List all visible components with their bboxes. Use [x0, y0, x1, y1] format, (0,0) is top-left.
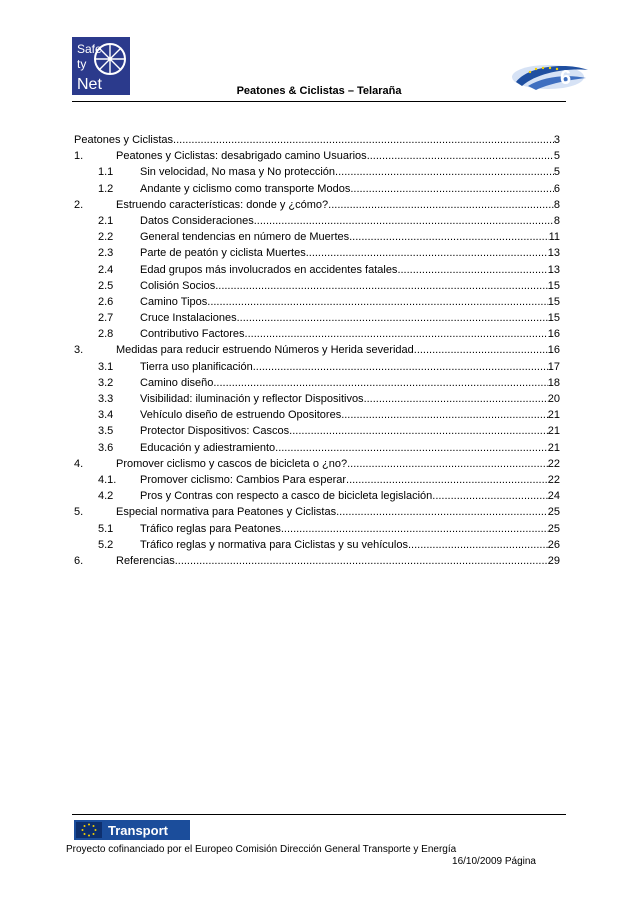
toc-entry-number: 3.3 [98, 393, 114, 405]
header-divider [72, 101, 566, 102]
toc-entry-number: 2.4 [98, 263, 114, 276]
toc-dot-leader [245, 326, 548, 342]
toc-entry-page: 8 [553, 214, 560, 227]
toc-entry[interactable] [74, 132, 560, 148]
table-of-contents [74, 132, 560, 569]
logo-text-line-3: Net [77, 76, 102, 93]
toc-entry-page: 20 [547, 393, 560, 405]
toc-dot-leader [237, 310, 548, 326]
toc-entry[interactable] [74, 537, 560, 553]
toc-entry-page: 29 [547, 554, 560, 567]
toc-entry[interactable] [74, 229, 560, 245]
toc-entry-number: 2.3 [98, 247, 114, 260]
toc-entry[interactable] [74, 213, 560, 229]
toc-entry-number: 4.2 [98, 490, 114, 503]
toc-entry-title: Vehículo diseño de estruendo Opositores. [140, 409, 345, 422]
toc-dot-leader [432, 488, 547, 504]
toc-entry-title: Colisión Socios [140, 279, 216, 292]
toc-entry-title: Parte de peatón y ciclista Muertes [140, 247, 306, 260]
toc-entry-page: 22 [547, 457, 560, 470]
toc-entry-title: Promover ciclismo y cascos de bicicleta o ¿no? [116, 457, 348, 470]
toc-entry[interactable] [74, 456, 560, 472]
toc-entry[interactable] [74, 326, 560, 342]
toc-entry-number: 3.5 [98, 425, 114, 438]
toc-dot-leader [344, 407, 548, 423]
toc-entry-number: 2.5 [98, 279, 114, 292]
footer-divider [72, 814, 566, 815]
toc-entry-number: 2.2 [98, 231, 114, 244]
page-header-title: Peatones & Ciclistas – Telaraña [236, 85, 402, 97]
toc-dot-leader [397, 262, 547, 278]
toc-dot-leader [335, 164, 554, 180]
toc-entry-number: 3.2 [98, 376, 114, 389]
toc-entry[interactable] [74, 164, 560, 180]
toc-dot-leader [328, 197, 554, 213]
toc-entry[interactable] [74, 278, 560, 294]
toc-entry[interactable] [74, 245, 560, 261]
toc-entry-title: Cruce Instalaciones [140, 312, 237, 325]
toc-dot-leader [207, 294, 547, 310]
toc-dot-leader [175, 553, 548, 569]
toc-dot-leader [306, 245, 548, 261]
toc-entry-title: Andante y ciclismo como transporte Modos [140, 182, 351, 195]
toc-entry[interactable] [74, 521, 560, 537]
toc-entry-number: 2. [74, 198, 84, 211]
toc-entry[interactable] [74, 197, 560, 213]
toc-entry-number: 3. [74, 344, 84, 357]
toc-entry[interactable] [74, 488, 560, 504]
toc-entry-title: Referencias [116, 554, 175, 567]
footer-date-page: 16/10/2009 Página [452, 856, 536, 867]
toc-entry-number: 4. [74, 457, 84, 470]
toc-entry-number: 2.7 [98, 312, 114, 325]
toc-entry[interactable] [74, 262, 560, 278]
toc-entry[interactable] [74, 440, 560, 456]
toc-entry-page: 15 [547, 295, 560, 308]
toc-entry-title: Especial normativa para Peatones y Ciclistas [116, 506, 337, 519]
toc-dot-leader [336, 504, 548, 520]
logo-text-line-2: ty [77, 57, 87, 71]
svg-text:6: 6 [560, 67, 572, 89]
toc-entry-page: 18 [547, 376, 560, 389]
toc-entry-page: 26 [547, 538, 560, 551]
toc-entry[interactable] [74, 407, 560, 423]
toc-entry-page: 16 [547, 344, 560, 357]
toc-entry-page: 15 [547, 312, 560, 325]
toc-entry-number: 4.1. [98, 473, 117, 486]
toc-entry-number: 1.2 [98, 182, 114, 195]
toc-entry-page: 17 [547, 360, 560, 373]
toc-entry-page: 21 [547, 441, 560, 454]
toc-entry-title: Educación y adiestramiento [140, 441, 276, 454]
toc-entry[interactable] [74, 472, 560, 488]
toc-entry-title: Camino Tipos [140, 295, 208, 308]
toc-dot-leader [414, 342, 548, 358]
toc-entry-page: 13 [547, 263, 560, 276]
toc-entry-title: Tráfico reglas y normativa para Ciclistas y su vehículos [140, 538, 408, 551]
toc-entry[interactable] [74, 294, 560, 310]
toc-entry-page: 6 [553, 182, 560, 195]
toc-entry-number: 2.6 [98, 295, 114, 308]
toc-entry[interactable] [74, 342, 560, 358]
toc-entry[interactable] [74, 504, 560, 520]
toc-entry-title: Pros y Contras con respecto a casco de bicicleta legislación [140, 490, 433, 503]
toc-entry-page: 21 [547, 409, 560, 422]
toc-dot-leader [408, 537, 548, 553]
toc-entry-number: 6. [74, 554, 84, 567]
toc-dot-leader [215, 278, 548, 294]
toc-entry-title: Estruendo características: donde y ¿cómo? [116, 198, 329, 211]
toc-entry[interactable] [74, 359, 560, 375]
toc-dot-leader [173, 132, 554, 148]
toc-entry-page: 11 [548, 231, 560, 244]
toc-dot-leader [350, 181, 554, 197]
logo-text-line-1: Safe [77, 42, 102, 56]
toc-entry-number: 1. [74, 150, 84, 163]
toc-dot-leader [364, 391, 548, 407]
toc-dot-leader [253, 359, 548, 375]
toc-entry-number: 3.4 [98, 409, 114, 422]
toc-entry-page: 21 [547, 425, 560, 438]
toc-entry-page: 25 [547, 522, 560, 535]
toc-entry-title: Medidas para reducir estruendo Números y Herida severidad [116, 344, 414, 357]
toc-entry-page: 25 [547, 506, 560, 519]
toc-dot-leader [289, 423, 548, 439]
toc-dot-leader [275, 440, 548, 456]
toc-entry[interactable] [74, 375, 560, 391]
toc-dot-leader [281, 521, 548, 537]
toc-entry-number: 3.6 [98, 441, 114, 454]
transport-logo-text: Transport [108, 823, 168, 838]
toc-entry-page: 24 [547, 490, 560, 503]
toc-dot-leader [213, 375, 547, 391]
toc-entry-title: Peatones y Ciclistas: desabrigado camino Usuarios [116, 150, 367, 163]
toc-entry-title: Sin velocidad, No masa y No protección [140, 166, 336, 179]
toc-entry-number: 3.1 [98, 360, 114, 373]
toc-entry[interactable] [74, 181, 560, 197]
toc-entry[interactable] [74, 423, 560, 439]
toc-entry-number: 5.1 [98, 522, 114, 535]
toc-entry-number: 1.1 [98, 166, 114, 179]
toc-dot-leader [347, 456, 548, 472]
toc-entry-title: Datos Consideraciones [140, 214, 254, 227]
toc-entry-page: 5 [553, 150, 560, 163]
toc-entry-number: 2.1 [98, 214, 114, 227]
toc-entry-title: Promover ciclismo: Cambios Para esperar [140, 473, 347, 486]
toc-entry[interactable] [74, 391, 560, 407]
toc-entry-title: Edad grupos más involucrados en accidentes fatales [140, 263, 398, 276]
transport-logo [74, 820, 190, 840]
toc-entry-title: Camino diseño [140, 376, 214, 389]
toc-entry-number: 5.2 [98, 538, 114, 551]
toc-entry-page: 3 [553, 134, 560, 146]
toc-entry-title: Visibilidad: iluminación y reflector Dispositivos [140, 393, 364, 405]
toc-entry[interactable] [74, 310, 560, 326]
toc-entry-page: 22 [547, 473, 560, 486]
toc-entry-title: Tráfico reglas para Peatones [140, 522, 281, 535]
toc-entry-title: Peatones y Ciclistas [74, 134, 174, 146]
toc-entry-title: Contributivo Factores [140, 328, 245, 341]
toc-entry-page: 5 [553, 166, 560, 179]
toc-dot-leader [367, 148, 554, 164]
toc-dot-leader [346, 472, 548, 488]
toc-dot-leader [349, 229, 548, 245]
toc-entry-number: 2.8 [98, 328, 114, 341]
toc-entry-number: 5. [74, 506, 84, 519]
toc-entry-page: 16 [547, 328, 560, 341]
toc-entry-page: 8 [553, 198, 560, 211]
toc-entry-title: Protector Dispositivos: Cascos [140, 425, 290, 438]
toc-entry-page: 15 [547, 279, 560, 292]
toc-dot-leader [254, 213, 554, 229]
toc-entry-title: General tendencias en número de Muertes [140, 231, 350, 244]
toc-entry-page: 13 [547, 247, 560, 260]
toc-entry[interactable] [74, 148, 560, 164]
footer-cofinancing-text: Proyecto cofinanciado por el Europeo Comisión Dirección General Transporte y Energía [66, 844, 457, 855]
toc-entry[interactable] [74, 553, 560, 569]
toc-entry-title: Tierra uso planificación [140, 360, 253, 373]
